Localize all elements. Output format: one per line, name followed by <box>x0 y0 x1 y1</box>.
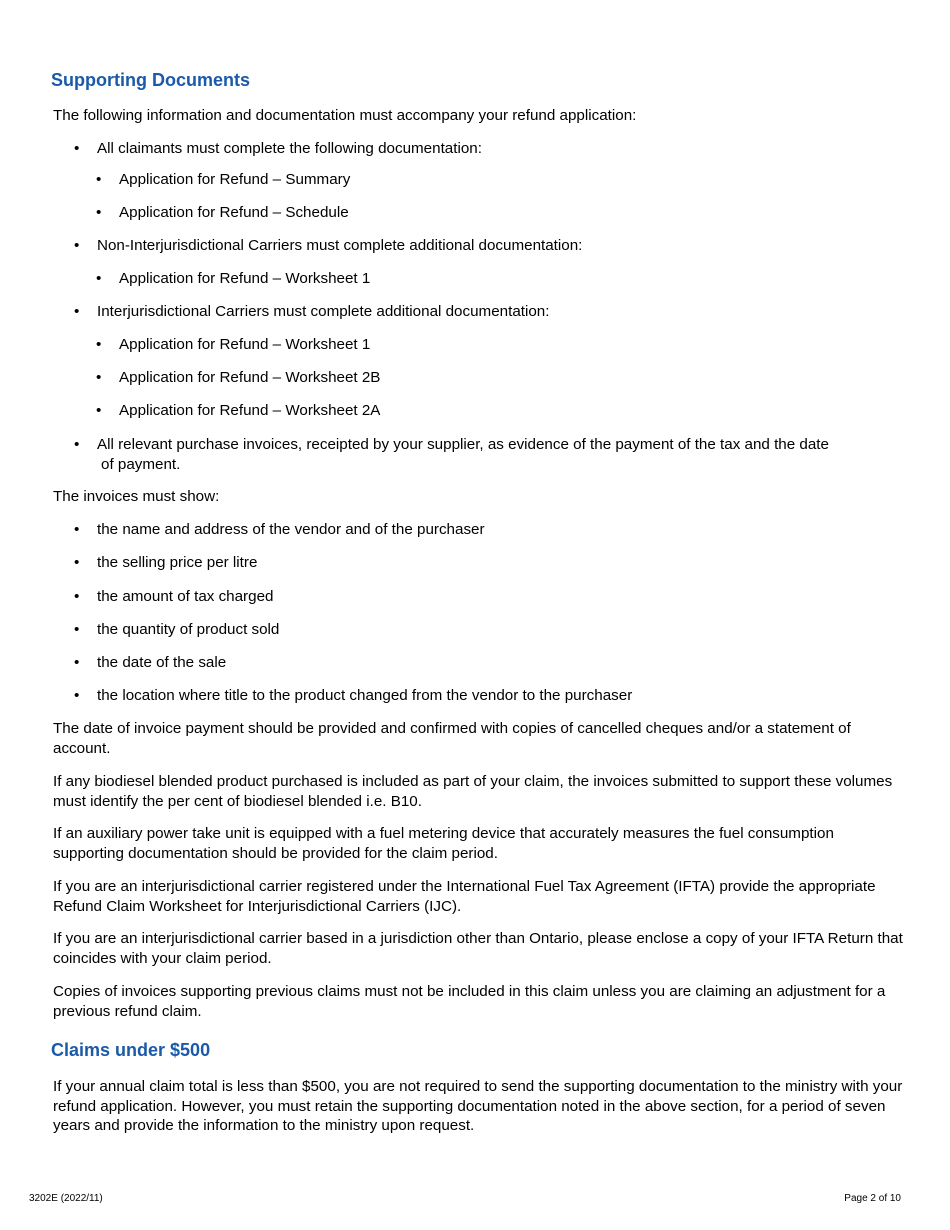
paragraph: If you are an interjurisdictional carrier registered under the International Fuel Tax Agreement (IFTA) provide the appropriate Refund Claim Worksheet for Interjurisdictional Carriers (IJC). <box>53 878 876 915</box>
list-item-text: Application for Refund – Worksheet 1 <box>119 270 371 287</box>
intro-paragraph: The following information and documentation must accompany your refund application: <box>53 107 637 124</box>
list-item <box>74 553 897 573</box>
form-id: 3202E (2022/11) <box>29 1193 103 1204</box>
list-item-text: the name and address of the vendor and of the purchaser <box>97 521 485 538</box>
list-item-text: Interjurisdictional Carriers must complete additional documentation: <box>97 303 550 320</box>
claims-paragraph: If your annual claim total is less than $500, you are not required to send the supporting documentation to the ministry with your refund application. However, you must retain the supporting documentation noted in the above section, for a period of seven years and provide the information to the ministry upon request. <box>53 1078 903 1134</box>
list-item-text: All claimants must complete the following documentation: <box>97 140 482 157</box>
list-item <box>96 368 919 388</box>
list-item-text: the location where title to the product changed from the vendor to the purchaser <box>97 687 633 704</box>
bullet: • <box>74 554 80 571</box>
list-item-text: Application for Refund – Worksheet 1 <box>119 336 371 353</box>
list-item-text: the amount of tax charged <box>97 588 274 605</box>
bullet: • <box>74 621 80 638</box>
paragraph: If you are an interjurisdictional carrier based in a jurisdiction other than Ontario, please enclose a copy of your IFTA Return that coincides with your claim period. <box>53 930 903 967</box>
bullet: • <box>96 369 102 386</box>
bullet: • <box>74 303 80 320</box>
list-item-text: the quantity of product sold <box>97 621 280 638</box>
invoices-intro: The invoices must show: <box>53 488 220 505</box>
bullet: • <box>96 204 102 221</box>
list-item <box>96 401 919 421</box>
list-item-text-continued: of payment. <box>101 455 181 473</box>
page-number: Page 2 of 10 <box>844 1193 901 1204</box>
bullet: • <box>74 687 80 704</box>
list-item <box>74 653 897 673</box>
paragraph: If any biodiesel blended product purchased is included as part of your claim, the invoices submitted to support these volumes must identify the per cent of biodiesel blended i.e. B10. <box>53 773 893 810</box>
list-item <box>74 520 897 540</box>
section-title-claims-under-500: Claims under $500 <box>51 1040 211 1060</box>
list-item-text: Application for Refund – Summary <box>119 171 351 188</box>
bullet: • <box>74 140 80 157</box>
bullet: • <box>74 237 80 254</box>
bullet: • <box>96 336 102 353</box>
list-item <box>74 435 897 474</box>
list-item-text: All relevant purchase invoices, receipted by your supplier, as evidence of the payment of the tax and the date <box>97 436 829 453</box>
section-title-supporting-documents: Supporting Documents <box>51 70 250 90</box>
list-item <box>96 269 919 289</box>
bullet: • <box>74 521 80 538</box>
bullet: • <box>96 270 102 287</box>
list-item <box>74 620 897 640</box>
bullet: • <box>74 654 80 671</box>
bullet: • <box>96 171 102 188</box>
bullet: • <box>74 588 80 605</box>
list-item-text: the date of the sale <box>97 654 227 671</box>
list-item <box>96 203 919 223</box>
list-item-text: Application for Refund – Schedule <box>119 204 349 221</box>
list-item <box>74 686 897 706</box>
paragraph: Copies of invoices supporting previous claims must not be included in this claim unless you are claiming an adjustment for a previous refund claim. <box>53 983 886 1020</box>
bullet: • <box>96 402 102 419</box>
list-item <box>74 139 897 159</box>
list-item <box>74 587 897 607</box>
list-item <box>74 236 897 256</box>
list-item-text: the selling price per litre <box>97 554 258 571</box>
paragraph: The date of invoice payment should be provided and confirmed with copies of cancelled cheques and/or a statement of account. <box>53 720 851 757</box>
paragraph: If an auxiliary power take unit is equipped with a fuel metering device that accurately measures the fuel consumption supporting documentation should be provided for the claim period. <box>53 825 834 862</box>
bullet: • <box>74 436 80 453</box>
list-item-text: Application for Refund – Worksheet 2A <box>119 402 381 419</box>
list-item <box>96 335 919 355</box>
list-item-text: Application for Refund – Worksheet 2B <box>119 369 381 386</box>
list-item <box>96 170 919 190</box>
list-item-text: Non-Interjurisdictional Carriers must complete additional documentation: <box>97 237 583 254</box>
list-item <box>74 302 897 322</box>
